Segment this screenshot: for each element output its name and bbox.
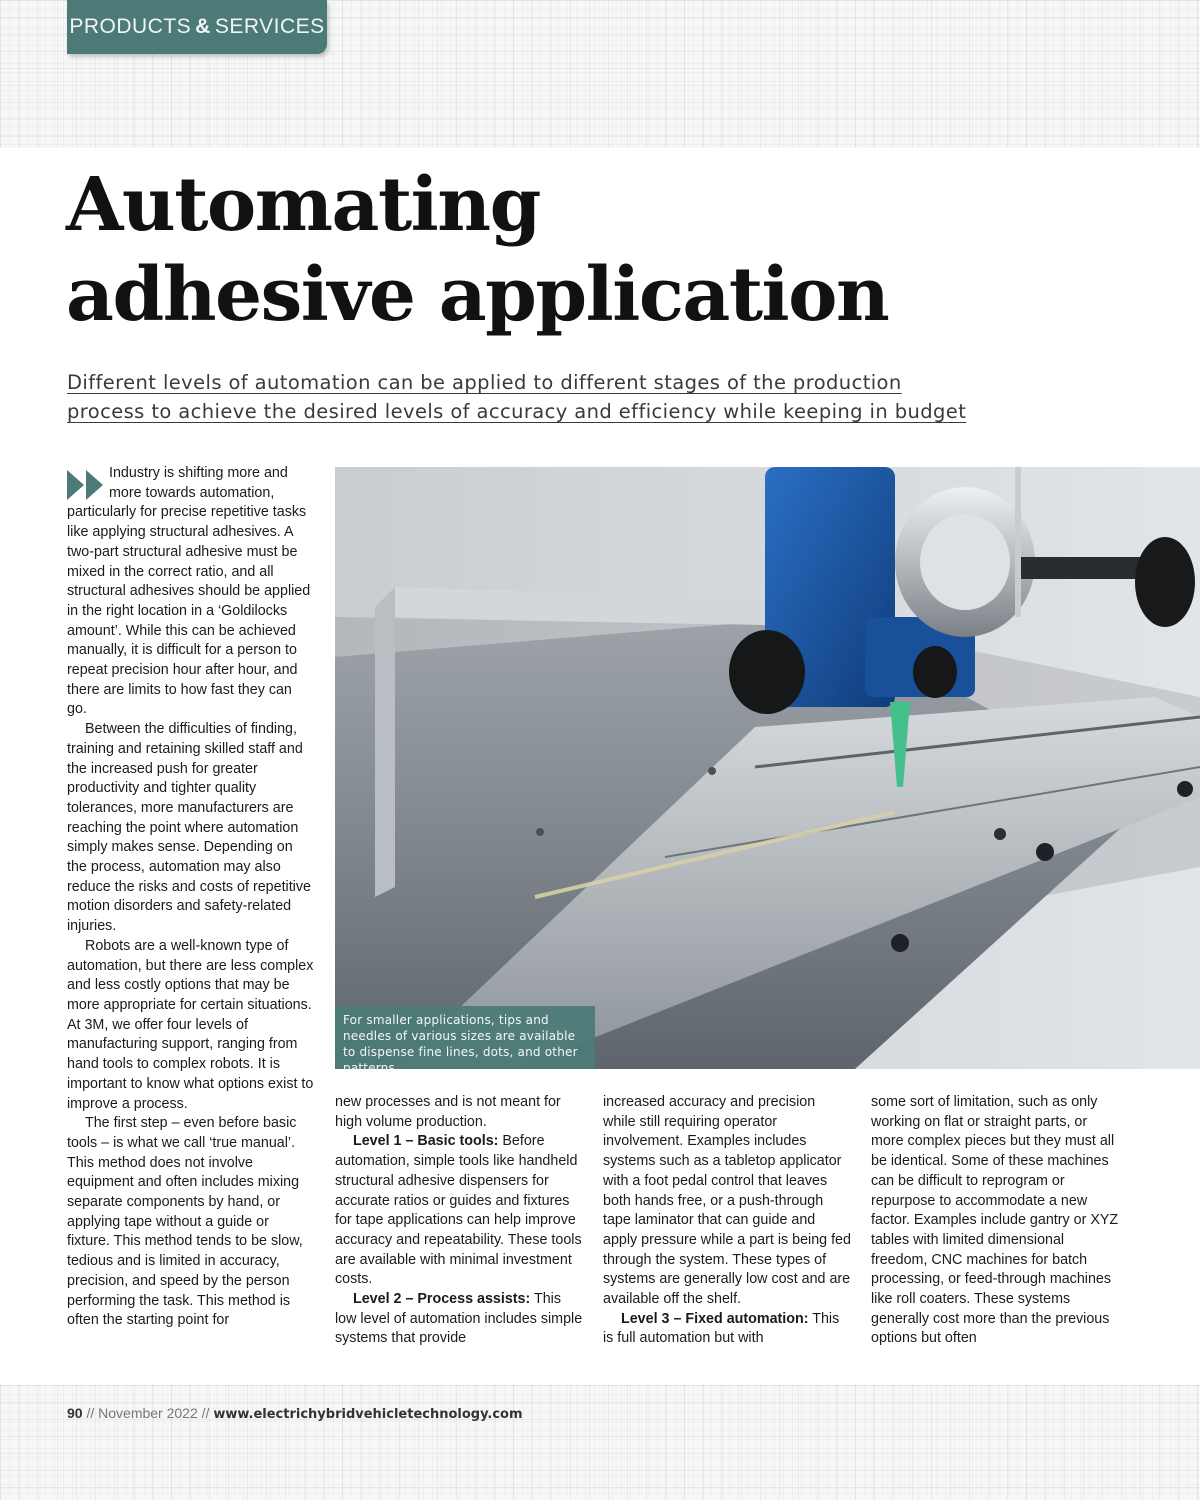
page-number: 90 [67,1405,83,1421]
standfirst-line1: Different levels of automation can be applied to different stages of the production [67,371,902,394]
footer-texture [0,1385,1200,1500]
paragraph: Level 1 – Basic tools: Before automation, simple tools like handheld structural adhesive dispensers for accurate ratios or guides and fixtures for tape applications can help improve accuracy and repeatability. These tools are available with minimal investment costs. [335,1133,582,1288]
paragraph: some sort of limitation, such as only working on flat or straight parts, or more complex pieces but they must all be identical. Some of these machines can be difficult to reprogram or repurpose to accommodate a new factor. Examples include gantry or XYZ tables with limited dimensional freedom, CNC machines for batch processing, or feed-through machines like roll coaters. These systems generally cost more than the previous options but often [871,1094,1119,1347]
fast-forward-icon [67,468,105,502]
footer-separator: // [197,1405,214,1421]
article-column-4 [871,1093,1119,1349]
article-title [66,160,888,340]
section-tab [67,0,327,54]
section-label-left: PRODUCTS [69,15,192,38]
paragraph: Between the difficulties of finding, training and retaining skilled staff and the increased push for greater productivity and tighter quality tolerances, more manufacturers are reaching the point where automation simply makes sense. Depending on the process, automation may also reduce the risks and costs of repetitive motion disorders and safety-related injuries. [67,721,311,935]
section-label-right: SERVICES [214,15,325,38]
issue-date: November 2022 [98,1405,198,1421]
photo-caption: For smaller applications, tips and needles of various sizes are available to dispense fine lines, dots, and other patterns [335,1006,595,1069]
section-label-amp: & [195,15,211,38]
footer-separator: // [82,1405,99,1421]
dispenser-illustration [335,467,1200,1069]
page-footer [67,1405,523,1422]
website-link[interactable]: www.electrichybridvehicletechnology.com [213,1407,523,1422]
article-photo [335,467,1200,1069]
paragraph: Robots are a well-known type of automation, but there are less complex and less costly options that may be more appropriate for certain situations. At 3M, we offer four levels of manufacturing support, ranging from hand tools to complex robots. It is important to know what options exist to improve a process. [67,937,314,1112]
article-column-2 [335,1093,583,1349]
article-title-line2: adhesive application [66,252,889,338]
paragraph: Level 3 – Fixed automation: This is full automation but with [603,1310,840,1347]
article-column-1 [67,464,315,1331]
standfirst [67,368,1067,426]
paragraph: new processes and is not meant for high volume production. [335,1094,561,1130]
article-title-line1: Automating [66,162,540,248]
standfirst-line2: process to achieve the desired levels of accuracy and efficiency while keeping in budget [67,400,967,423]
level-2-heading: Level 2 – Process assists: [353,1291,531,1308]
article-column-3 [603,1093,851,1349]
level-3-heading: Level 3 – Fixed automation: [621,1310,809,1327]
paragraph: increased accuracy and precision while still requiring operator involvement. Examples includes systems such as a tabletop applicator with a foot pedal control that leaves both hands free, or a push-through tape laminator that can guide and apply pressure while a part is being fed through the system. These types of systems are generally low cost and are available off the shelf. [603,1094,851,1308]
paragraph: The first step – even before basic tools – is what we call ‘true manual’. This method does not involve equipment and often includes mixing separate components by hand, or applying tape without a guide or fixture. This method tends to be slow, tedious and is limited in accuracy, precision, and speed by the person performing the task. This method is often the starting point for [67,1115,303,1329]
paragraph: Level 2 – Process assists: This low level of automation includes simple systems that provide [335,1291,583,1347]
level-1-heading: Level 1 – Basic tools: [353,1133,499,1150]
paragraph: Industry is shifting more and more towards automation, particularly for precise repetitive tasks like applying structural adhesives. A two-part structural adhesive must be mixed in the correct ratio, and all structural adhesives should be applied in the right location in a ‘Goldilocks amount’. While this can be achieved manually, it is difficult for a person to repeat precision hour after hour, and there are limits to how fast they can go. [67,465,311,718]
